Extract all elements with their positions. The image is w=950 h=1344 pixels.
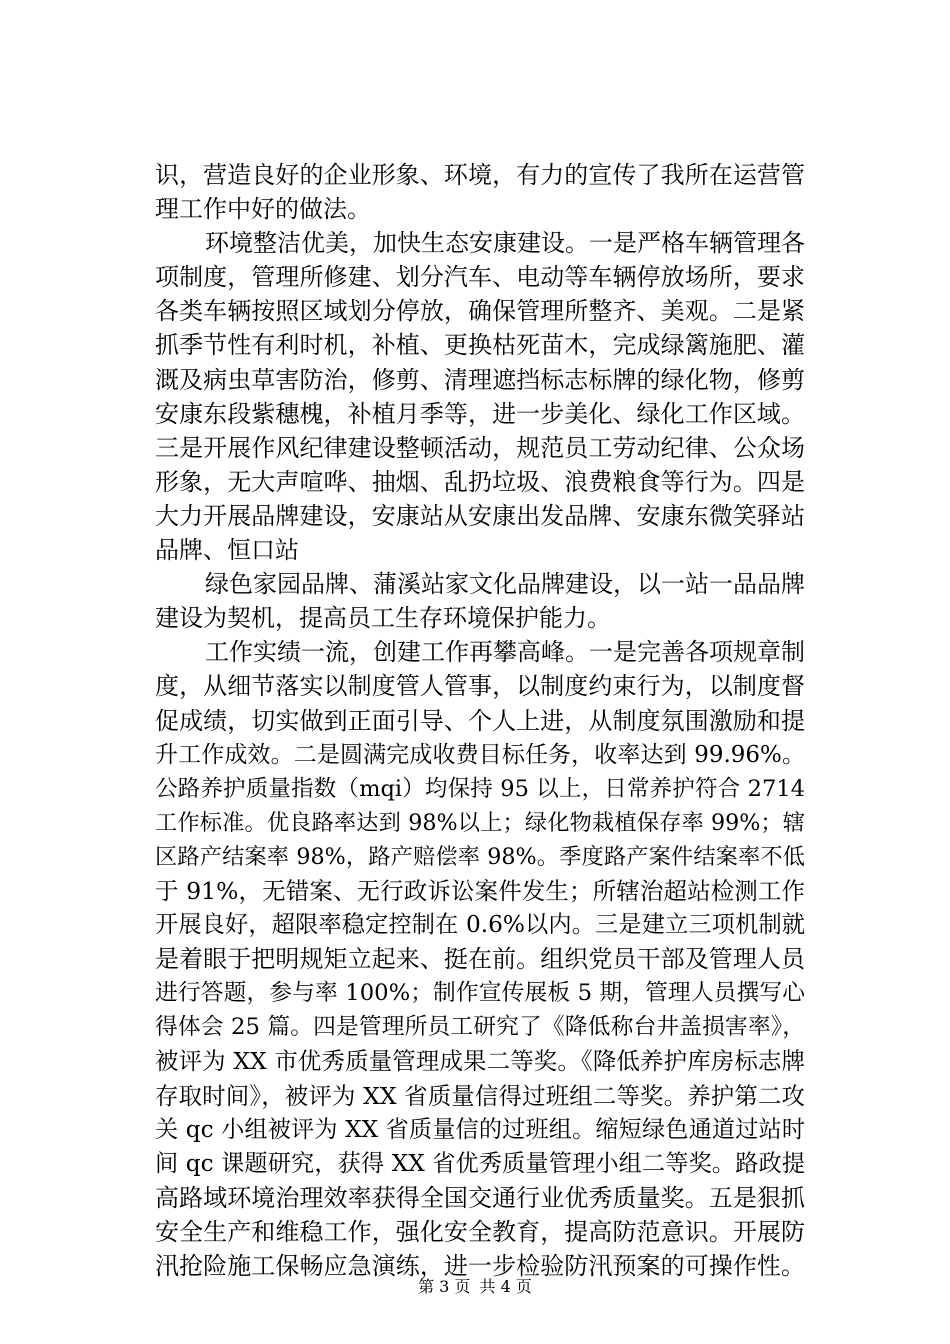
body-text-line: 理工作中好的做法。: [155, 195, 371, 224]
body-text-line: 工作实绩一流，创建工作再攀高峰。一是完善各项规章制: [205, 638, 805, 667]
body-text-line: 度，从细节落实以制度管人管事，以制度约束行为，以制度督: [155, 672, 805, 701]
body-text-line: 各类车辆按照区域划分停放，确保管理所整齐、美观。二是紧: [155, 297, 805, 326]
body-text-line: 区路产结案率 98%，路产赔偿率 98%。季度路产案件结案率不低: [155, 843, 805, 870]
body-text-line: 品牌、恒口站: [155, 536, 299, 565]
body-text-line: 于 91%，无错案、无行政诉讼案件发生；所辖治超站检测工作: [155, 876, 805, 905]
body-text-line: 间 qc 课题研究，获得 XX 省优秀质量管理小组二等奖。路政提: [155, 1149, 805, 1177]
body-text-line: 溉及病虫草害防治，修剪、清理遮挡标志标牌的绿化物，修剪: [155, 365, 805, 394]
body-text-line: 公路养护质量指数（mqi）均保持 95 以上，日常养护符合 2714: [155, 775, 805, 802]
body-text-line: 识，营造良好的企业形象、环境，有力的宣传了我所在运营管: [155, 161, 805, 189]
body-text-line: 形象，无大声喧哗、抽烟、乱扔垃圾、浪费粮食等行为。四是: [155, 467, 805, 496]
page-total: 共 4 页: [479, 1277, 532, 1296]
body-text-line: 安康东段紫穗槐，补植月季等，进一步美化、绿化工作区域。: [155, 399, 805, 428]
body-text-line: 高路域环境治理效率获得全国交通行业优秀质量奖。五是狠抓: [155, 1183, 805, 1212]
body-text-line: 得体会 25 篇。四是管理所员工研究了《降低称台井盖损害率》，: [155, 1014, 805, 1041]
body-text-line: 环境整洁优美，加快生态安康建设。一是严格车辆管理各: [205, 229, 805, 258]
body-text-line: 关 qc 小组被评为 XX 省质量信的过班组。缩短绿色通道过站时: [155, 1115, 805, 1143]
body-text-line: 项制度，管理所修建、划分汽车、电动等车辆停放场所，要求: [155, 263, 805, 292]
body-text-line: 汛抢险施工保畅应急演练，进一步检验防汛预案的可操作性。: [155, 1252, 805, 1280]
body-text-line: 是着眼于把明规矩立起来、挺在前。组织党员干部及管理人员: [155, 945, 805, 974]
body-text-line: 促成绩，切实做到正面引导、个人上进，从制度氛围激励和提: [155, 706, 805, 735]
body-text-line: 绿色家园品牌、蒲溪站家文化品牌建设，以一站一品品牌: [205, 570, 805, 599]
body-text-line: 开展良好，超限率稳定控制在 0.6%以内。三是建立三项机制就: [155, 911, 805, 939]
body-text-line: 进行答题，参与率 100%；制作宣传展板 5 期，管理人员撰写心: [155, 980, 805, 1007]
body-text-line: 建设为契机，提高员工生存环境保护能力。: [155, 604, 611, 633]
body-text-line: 存取时间》，被评为 XX 省质量信得过班组二等奖。养护第二攻: [155, 1081, 805, 1110]
body-text-line: 三是开展作风纪律建设整顿活动，规范员工劳动纪律、公众场: [155, 433, 805, 462]
body-text-line: 大力开展品牌建设，安康站从安康出发品牌、安康东微笑驿站: [155, 501, 805, 530]
page-footer: [0, 1274, 950, 1297]
body-text-line: 被评为 XX 市优秀质量管理成果二等奖。《降低养护库房标志牌: [155, 1047, 805, 1076]
body-text-line: 抓季节性有利时机，补植、更换枯死苗木，完成绿篱施肥、灌: [155, 331, 805, 360]
body-text-line: 工作标准。优良路率达到 98%以上；绿化物栽植保存率 99%；辖: [155, 809, 805, 836]
body-text-line: 安全生产和维稳工作，强化安全教育，提高防范意识。开展防: [155, 1217, 805, 1246]
document-body: [155, 158, 805, 1283]
body-text-line: 升工作成效。二是圆满完成收费目标任务，收率达到 99.96%。: [155, 741, 805, 768]
page-number: 第 3 页: [418, 1277, 471, 1296]
